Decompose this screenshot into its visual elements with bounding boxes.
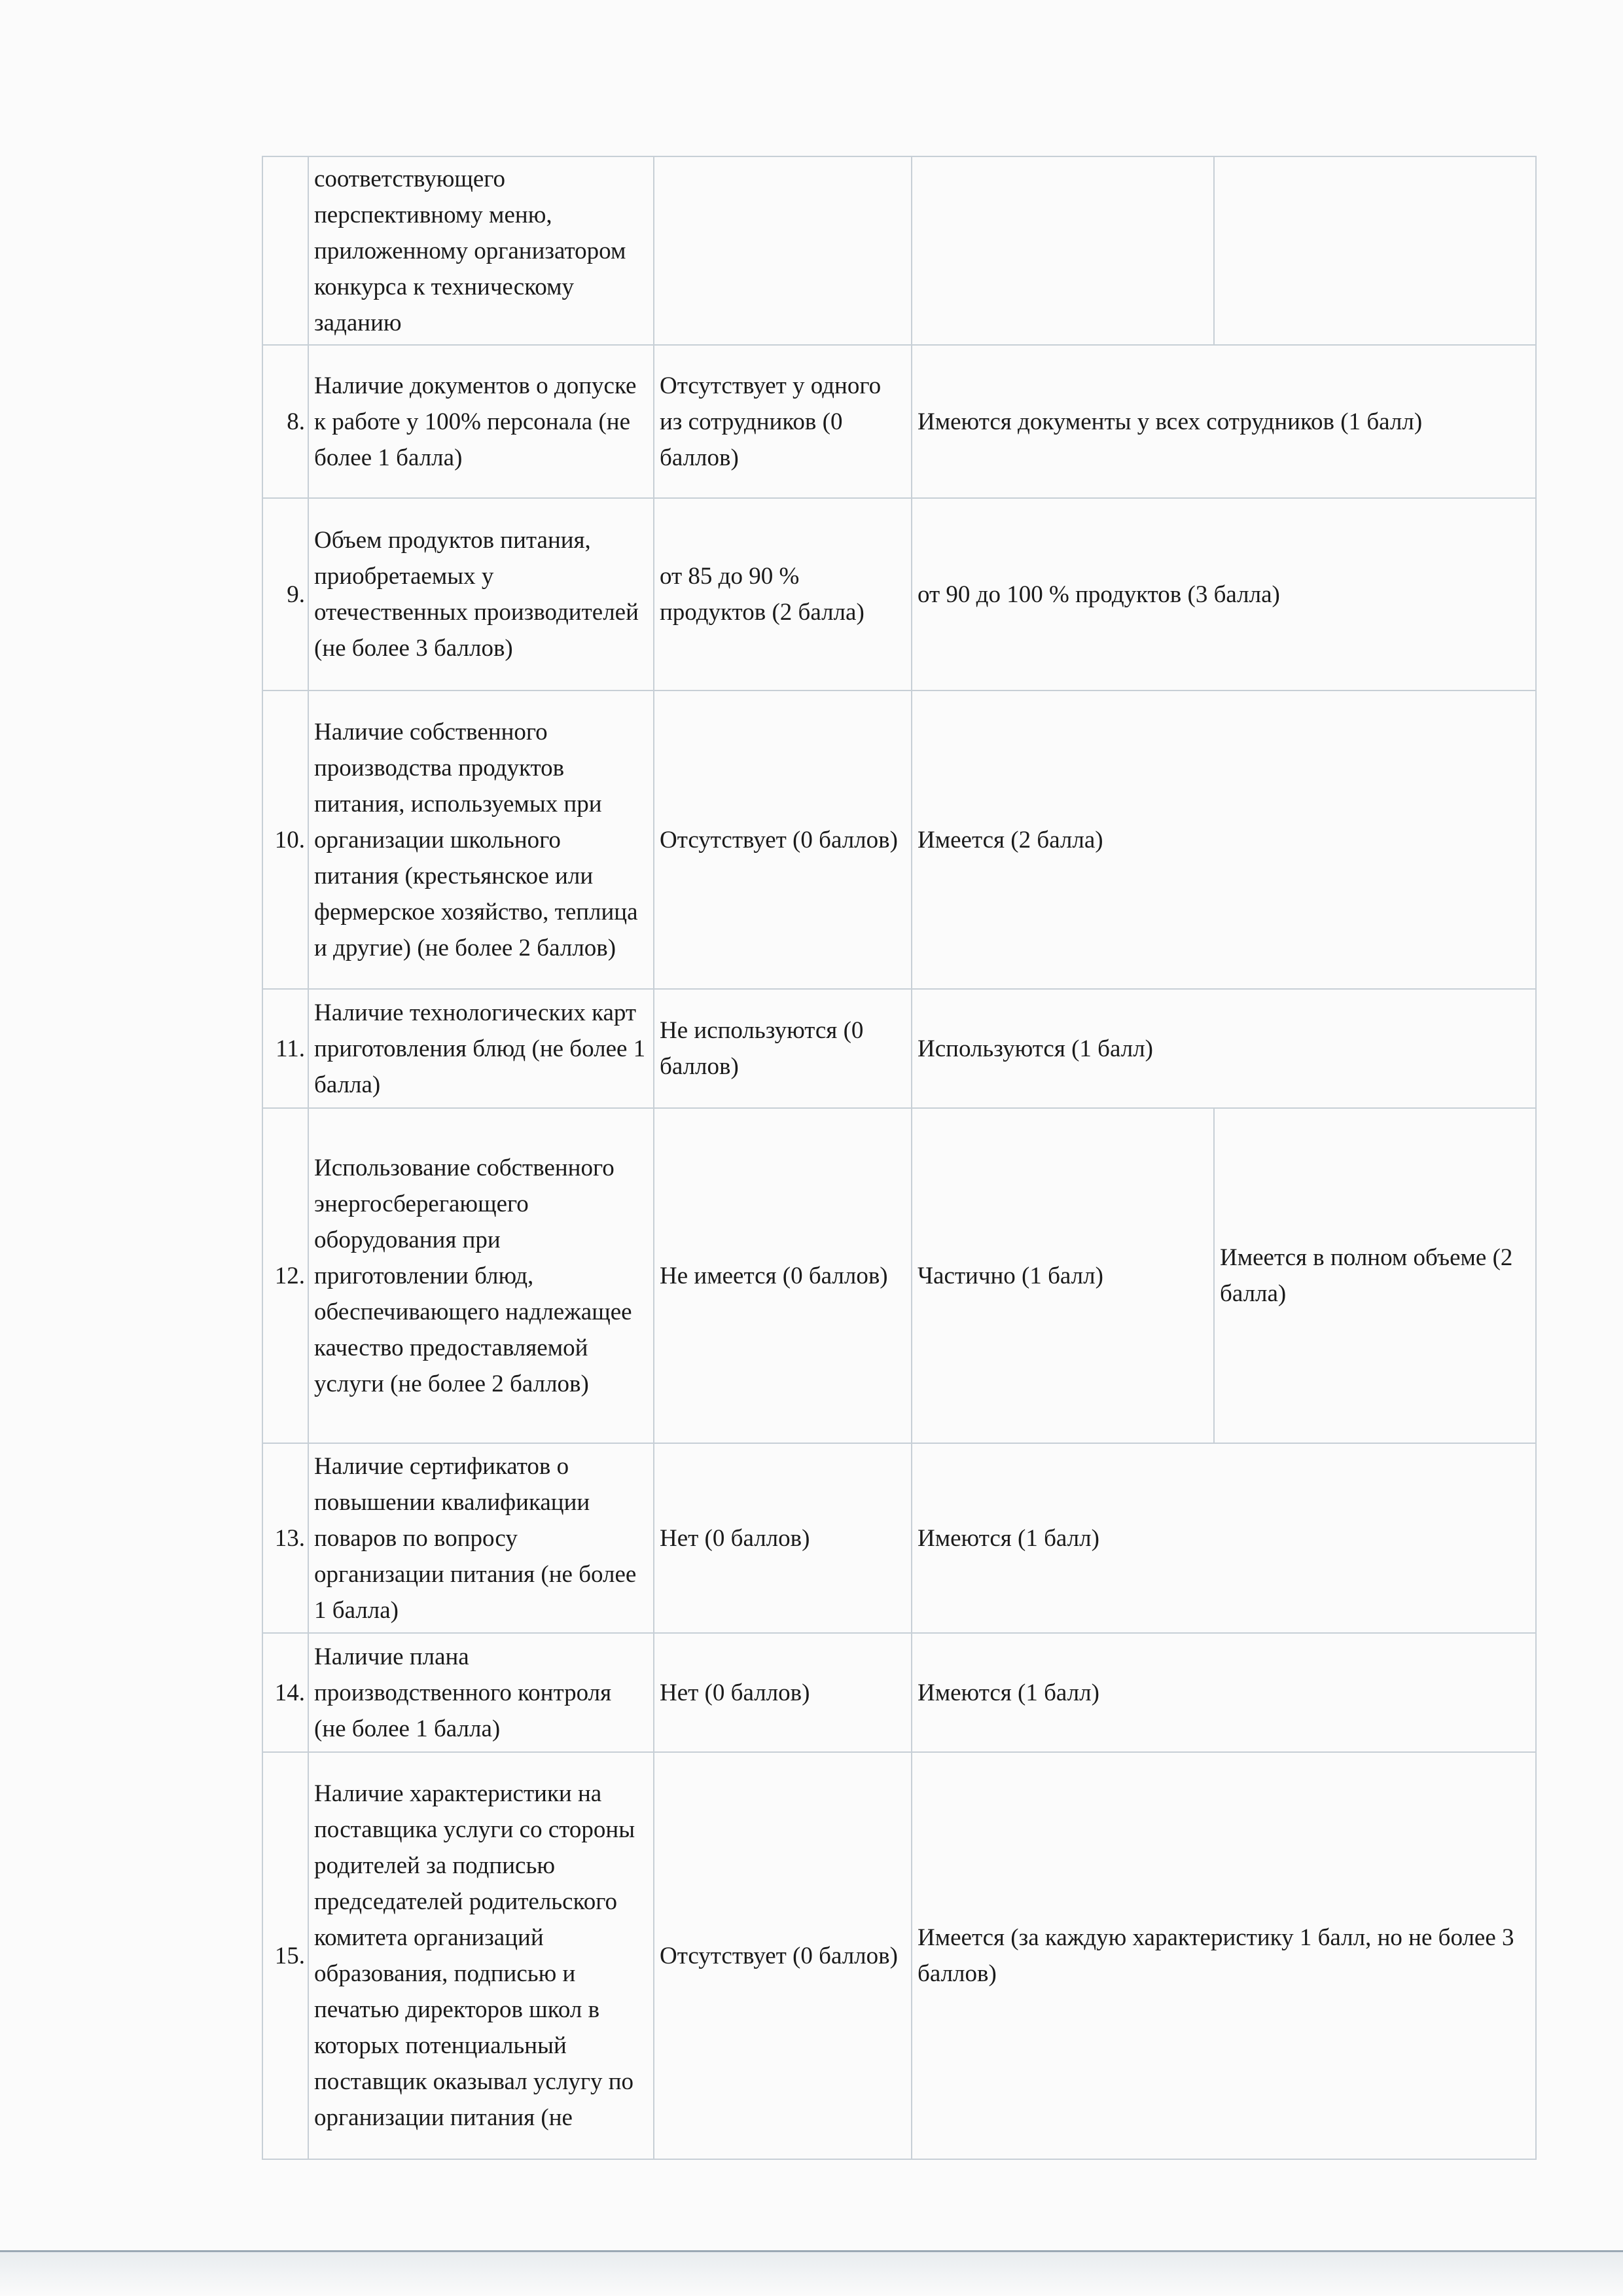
row-zero-option: Нет (0 баллов) — [654, 1633, 912, 1752]
table-row — [262, 1443, 1536, 1633]
row-number — [262, 156, 308, 345]
row-option-partial — [912, 156, 1214, 345]
row-option-full — [1214, 156, 1536, 345]
row-option: Имеются (1 балл) — [912, 1633, 1536, 1752]
row-number: 11. — [262, 989, 308, 1108]
row-number: 10. — [262, 691, 308, 989]
row-option: Имеются (1 балл) — [912, 1443, 1536, 1633]
row-zero-option: от 85 до 90 % продуктов (2 балла) — [654, 498, 912, 691]
table-row — [262, 345, 1536, 498]
criteria-table — [262, 156, 1537, 2160]
table-row — [262, 498, 1536, 691]
table-row — [262, 156, 1536, 345]
row-zero-option: Отсутствует у одного из сотрудников (0 баллов) — [654, 345, 912, 498]
row-number: 9. — [262, 498, 308, 691]
row-option-full: Имеется в полном объеме (2 балла) — [1214, 1108, 1536, 1443]
table-row — [262, 1108, 1536, 1443]
page-edge-shadow — [0, 2252, 1623, 2296]
row-zero-option: Отсутствует (0 баллов) — [654, 691, 912, 989]
row-zero-option: Нет (0 баллов) — [654, 1443, 912, 1633]
row-criterion: Наличие технологических карт приготовления блюд (не более 1 балла) — [308, 989, 654, 1108]
row-number: 8. — [262, 345, 308, 498]
row-zero-option: Не используются (0 баллов) — [654, 989, 912, 1108]
row-number: 14. — [262, 1633, 308, 1752]
row-option-partial: Частично (1 балл) — [912, 1108, 1214, 1443]
table-row — [262, 989, 1536, 1108]
row-criterion: Наличие сертификатов о повышении квалификации поваров по вопросу организации питания (не более 1 балла) — [308, 1443, 654, 1633]
row-criterion: Использование собственного энергосберегающего оборудования при приготовлении блюд, обеспечивающего надлежащее качество предоставляемой услуги (не более 2 баллов) — [308, 1108, 654, 1443]
row-criterion: Наличие документов о допуске к работе у 100% персонала (не более 1 балла) — [308, 345, 654, 498]
row-number: 13. — [262, 1443, 308, 1633]
row-option: от 90 до 100 % продуктов (3 балла) — [912, 498, 1536, 691]
row-criterion: Наличие характеристики на поставщика услуги со стороны родителей за подписью председателей родительского комитета организаций образования, подписью и печатью директоров школ в которых потенциальный поставщик оказывал услугу по организации питания (не — [308, 1752, 654, 2159]
row-option: Имеются документы у всех сотрудников (1 балл) — [912, 345, 1536, 498]
row-criterion: Объем продуктов питания, приобретаемых у отечественных производителей (не более 3 баллов) — [308, 498, 654, 691]
row-option: Используются (1 балл) — [912, 989, 1536, 1108]
table-row — [262, 691, 1536, 989]
row-criterion: Наличие плана производственного контроля (не более 1 балла) — [308, 1633, 654, 1752]
row-number: 12. — [262, 1108, 308, 1443]
row-zero-option — [654, 156, 912, 345]
row-number: 15. — [262, 1752, 308, 2159]
table-row — [262, 1752, 1536, 2159]
row-criterion: соответствующего перспективному меню, приложенному организатором конкурса к техническому заданию — [308, 156, 654, 345]
row-zero-option: Не имеется (0 баллов) — [654, 1108, 912, 1443]
row-option: Имеется (2 балла) — [912, 691, 1536, 989]
row-zero-option: Отсутствует (0 баллов) — [654, 1752, 912, 2159]
row-criterion: Наличие собственного производства продуктов питания, используемых при организации школьного питания (крестьянское или фермерское хозяйство, теплица и другие) (не более 2 баллов) — [308, 691, 654, 989]
row-option: Имеется (за каждую характеристику 1 балл, но не более 3 баллов) — [912, 1752, 1536, 2159]
table-row — [262, 1633, 1536, 1752]
